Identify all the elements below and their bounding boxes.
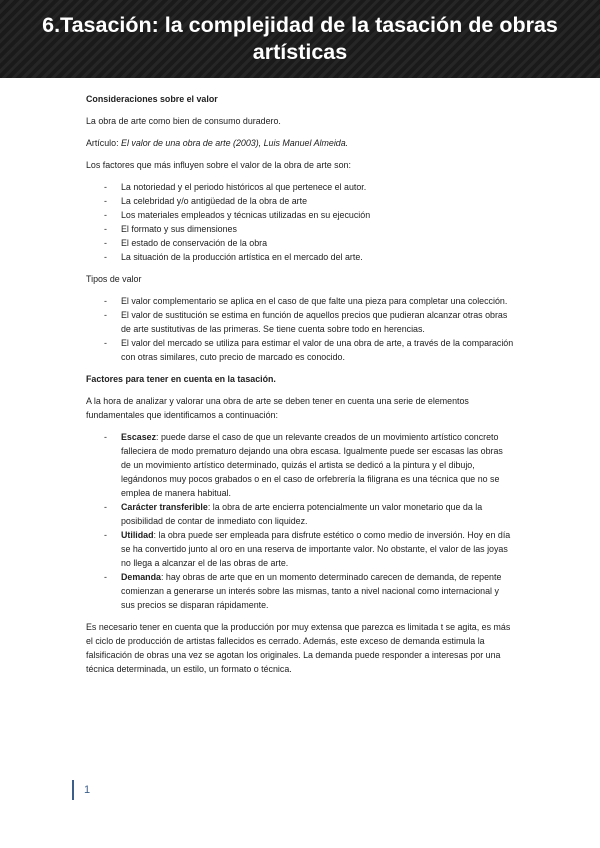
types-list — [86, 294, 514, 364]
document-body — [86, 92, 514, 684]
page-title: 6.Tasación: la complejidad de la tasación de obras artísticas — [42, 13, 558, 64]
criteria-list — [86, 430, 514, 612]
section-heading-value: Consideraciones sobre el valor — [86, 94, 218, 104]
factors-list — [86, 180, 514, 264]
list-item: - El valor del mercado se utiliza para estimar el valor de una obra de arte, a través de la comparación con otras similares, cuto precio de marcado es conocido. — [86, 336, 514, 364]
term-description: : puede darse el caso de que un relevante creados de un movimiento artístico concreto falleciera de modo prematuro dejando una obra escasa. Igualmente puede ser escasas las obras de un movimiento artístico determinado, quizás el artista se dedicó a la pintura y el dibujo, legándonos muy pocos grabados o en el caso de orfebrería la filigrana es una técnica que no se emplea de manera habitual. — [121, 432, 503, 498]
list-item — [86, 500, 514, 528]
section-heading-factors: Factores para tener en cuenta en la tasación. — [86, 374, 276, 384]
list-item: - El formato y sus dimensiones — [86, 222, 514, 236]
footer-divider — [72, 780, 74, 800]
list-item: - El estado de conservación de la obra — [86, 236, 514, 250]
list-item — [86, 528, 514, 570]
list-item — [86, 570, 514, 612]
list-item: - La celebridad y/o antigüedad de la obra de arte — [86, 194, 514, 208]
term-scarcity: Escasez — [121, 432, 157, 442]
article-prefix: Artículo: — [86, 138, 122, 148]
page-number: 1 — [84, 784, 91, 796]
list-item: - El valor de sustitución se estima en función de aquellos precios que pudieran alcanzar otras obras de arte sustitutivas de las primeras. Se tiene cuenta sobre todo en herencias. — [86, 308, 514, 336]
paragraph-consumer-good: La obra de arte como bien de consumo duradero. — [86, 116, 281, 126]
page-footer — [72, 780, 90, 800]
page-header — [0, 0, 600, 78]
list-item — [86, 430, 514, 500]
term-transferable: Carácter transferible — [121, 502, 208, 512]
article-reference — [86, 136, 514, 150]
list-item: - Los materiales empleados y técnicas utilizadas en su ejecución — [86, 208, 514, 222]
factors-intro: Los factores que más influyen sobre el valor de la obra de arte son: — [86, 160, 351, 170]
term-description: : la obra de arte encierra potencialmente un valor monetario que da la posibilidad de contar de inmediato con liquidez. — [121, 502, 483, 526]
factors-section-intro: A la hora de analizar y valorar una obra de arte se deben tener en cuenta una serie de elementos fundamentales que identificamos a continuación: — [86, 396, 469, 420]
closing-paragraph: Es necesario tener en cuenta que la producción por muy extensa que parezca es limitada t se agita, es más el ciclo de producción de artistas fallecidos es cerrado. Además, este exceso de demanda estimula la falsificación de obras una vez se agotan los originales. La demanda puede responder a interesas por una técnica determinada, un estilo, un formato o técnica. — [86, 622, 511, 674]
term-description: : la obra puede ser empleada para disfrute estético o como medio de inversión. Hoy en día se ha convertido junto al oro en una reserva de importante valor. No obstante, el valor de las joyas no llega a alcanzar el de las obras de arte. — [121, 530, 511, 568]
article-title: El valor de una obra de arte (2003), Luis Manuel Almeida. — [121, 138, 349, 148]
list-item: - El valor complementario se aplica en el caso de que falte una pieza para completar una colección. — [86, 294, 514, 308]
list-item: - La situación de la producción artística en el mercado del arte. — [86, 250, 514, 264]
types-heading: Tipos de valor — [86, 274, 142, 284]
list-item: - La notoriedad y el periodo históricos al que pertenece el autor. — [86, 180, 514, 194]
term-description: : hay obras de arte que en un momento determinado carecen de demanda, de repente comienzan a generarse un interés sobre las mismas, tanto a nivel nacional como internacional y sus precios se disparan rápidamente. — [121, 572, 502, 610]
term-utility: Utilidad — [121, 530, 154, 540]
term-demand: Demanda — [121, 572, 161, 582]
